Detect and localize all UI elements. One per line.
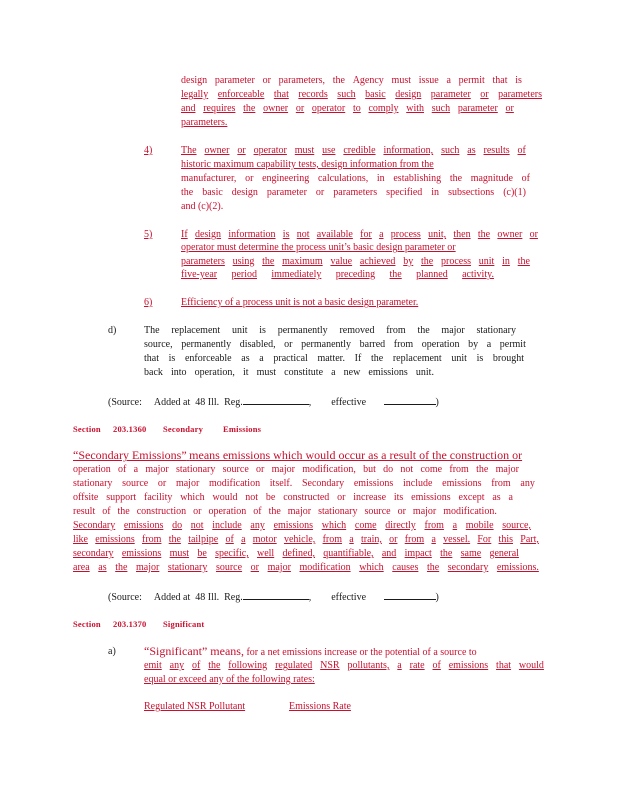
section-number: 203.1370 <box>113 619 147 629</box>
table-header-rate: Emissions Rate <box>289 701 351 712</box>
effective-blank <box>384 394 436 405</box>
item-a-number: a) <box>108 646 116 657</box>
reg-blank <box>243 394 309 405</box>
section-title-word-2: Emissions <box>223 424 262 434</box>
source-note-2: (Source: Added at 48 Ill. Reg. , effective ) <box>108 589 439 605</box>
item-d-line-3: that is enforceable as a practical matter. If the replacement unit is brought <box>144 353 524 364</box>
item-5-line-3: parameters using the maximum value achieved by the process unit in the <box>181 256 530 267</box>
secondary-line-5: result of the construction or operation of the major stationary source or major modification. <box>73 506 497 517</box>
item-4-line-3: manufacturer, or engineering calculations, in establishing the magnitude of <box>181 173 530 184</box>
defined-term: “Significant” means, <box>144 644 244 658</box>
item-d-line-2: source, permanently disabled, or permanently barred from operation by a permit <box>144 339 526 350</box>
section-title: Significant <box>163 619 205 629</box>
effective-label: effective <box>331 592 367 603</box>
item-d-line-4: back into operation, it must constitute a new emissions unit. <box>144 367 434 378</box>
p1-line-4: parameters. <box>181 117 228 128</box>
ill-ref: 48 Ill. <box>195 397 220 408</box>
table-header-pollutant: Regulated NSR Pollutant <box>144 701 246 712</box>
p1-line-1: design parameter or parameters, the Agency must issue a permit that is <box>181 75 522 86</box>
item-4-line-5: and (c)(2). <box>181 201 224 212</box>
item-5-line-4: five-year period immediately preceding the planned activity. <box>181 269 494 280</box>
source-label: (Source: <box>108 592 142 603</box>
section-heading-1370 <box>73 617 223 629</box>
defined-term: “Secondary Emissions” <box>73 448 187 462</box>
definition-start: means emissions which would occur as a result of the construction or <box>189 448 523 462</box>
source-close: ) <box>435 592 439 603</box>
ill-ref: 48 Ill. <box>195 592 220 603</box>
reg-blank <box>243 589 309 600</box>
section-number: 203.1360 <box>113 424 147 434</box>
source-note-1: (Source: Added at 48 Ill. Reg. , effective ) <box>108 394 439 410</box>
secondary-line-6: Secondary emissions do not include any emissions which come directly from a mobile source, <box>73 520 531 531</box>
reg-label: Reg. <box>224 592 243 603</box>
item-4-line-2: historic maximum capability tests, design information from the <box>181 159 434 170</box>
item-6-text: Efficiency of a process unit is not a basic design parameter. <box>181 297 419 308</box>
secondary-line-7: like emissions from the tailpipe of a motor vehicle, from a train, or from a vessel. For this Part, <box>73 534 539 545</box>
section-label: Section <box>73 619 101 629</box>
item-a-line-3: equal or exceed any of the following rates: <box>144 674 315 685</box>
p1-line-3: and requires the owner or operator to comply with such parameter or <box>181 103 514 114</box>
item-4-line-4: the basic design parameter or parameters specified in subsections (c)(1) <box>181 187 526 198</box>
item-6-number: 6) <box>144 297 153 308</box>
item-5-line-1: If design information is not available for a process unit, then the owner or <box>181 229 538 240</box>
added-at: Added at <box>153 592 191 603</box>
reg-label: Reg. <box>224 397 243 408</box>
secondary-line-8: secondary emissions must be specific, well defined, quantifiable, and impact the same general <box>73 548 519 559</box>
section-label: Section <box>73 424 101 434</box>
item-4-number: 4) <box>144 145 153 156</box>
item-a-line-1 <box>144 644 477 660</box>
secondary-line-9: area as the major stationary source or major modification which causes the secondary emissions. <box>73 562 539 573</box>
section-title-word-1: Secondary <box>163 424 204 434</box>
item-5-line-2: operator must determine the process unit’s basic design parameter or <box>181 242 456 253</box>
source-label: (Source: <box>108 397 142 408</box>
secondary-line-1 <box>73 448 522 464</box>
secondary-line-2: operation of a major stationary source or major modification, but do not come from the major <box>73 464 519 475</box>
source-close: ) <box>435 397 439 408</box>
effective-blank <box>384 589 436 600</box>
p1-line-2: legally enforceable that records such basic design parameter or parameters <box>181 89 542 100</box>
item-a-line-2: emit any of the following regulated NSR pollutants, a rate of emissions that would <box>144 660 544 671</box>
effective-label: effective <box>331 397 367 408</box>
definition-start: for a net emissions increase or the potential of a source to <box>246 647 477 658</box>
item-d-number: d) <box>108 325 117 336</box>
secondary-line-3: stationary source or major modification itself. Secondary emissions include emissions from any <box>73 478 535 489</box>
item-4-line-1: The owner or operator must use credible information, such as results of <box>181 145 526 156</box>
added-at: Added at <box>153 397 191 408</box>
section-heading-1360 <box>73 422 262 434</box>
item-5-number: 5) <box>144 229 153 240</box>
secondary-line-4: offsite support facility which would not be constructed or increase its emissions except as a <box>73 492 513 503</box>
item-d-line-1: The replacement unit is permanently removed from the major stationary <box>144 325 516 336</box>
